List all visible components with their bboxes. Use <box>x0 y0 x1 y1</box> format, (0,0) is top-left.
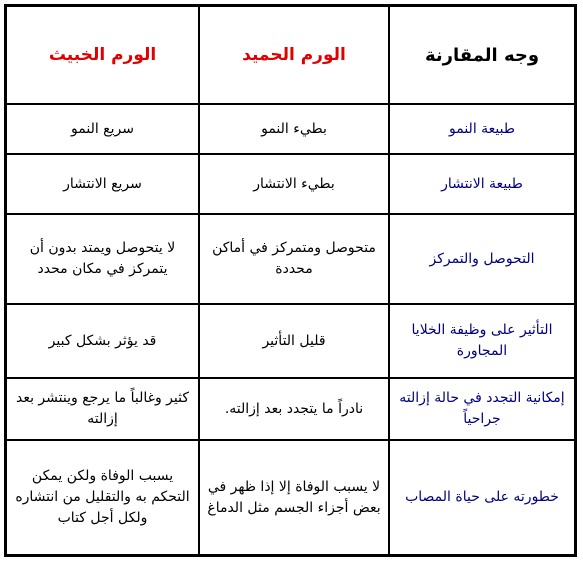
aspect-cell: طبيعة الانتشار <box>389 154 575 214</box>
header-benign: الورم الحميد <box>199 6 389 104</box>
benign-cell: بطيء النمو <box>199 104 389 154</box>
aspect-cell: طبيعة النمو <box>389 104 575 154</box>
aspect-cell: إمكانية التجدد في حالة إزالته جراحياً <box>389 378 575 440</box>
malignant-cell: لا يتحوصل ويمتد بدون أن يتمركز في مكان محدد <box>6 214 199 304</box>
malignant-cell: قد يؤثر بشكل كبير <box>6 304 199 378</box>
benign-cell: متحوصل ومتمركز في أماكن محددة <box>199 214 389 304</box>
malignant-cell: سريع النمو <box>6 104 199 154</box>
malignant-cell: كثير وغالباً ما يرجع وينتشر بعد إزالته <box>6 378 199 440</box>
table-row <box>6 440 575 555</box>
malignant-cell: سريع الانتشار <box>6 154 199 214</box>
benign-cell: نادراً ما يتجدد بعد إزالته. <box>199 378 389 440</box>
malignant-cell: يسبب الوفاة ولكن يمكن التحكم به والتقليل من انتشاره ولكل أجل كتاب <box>6 440 199 555</box>
aspect-cell: التأثير على وظيفة الخلايا المجاورة <box>389 304 575 378</box>
benign-cell: لا يسبب الوفاة إلا إذا ظهر في بعض أجزاء الجسم مثل الدماغ <box>199 440 389 555</box>
table-row <box>6 104 575 154</box>
aspect-cell: التحوصل والتمركز <box>389 214 575 304</box>
table-row <box>6 378 575 440</box>
comparison-table <box>4 4 577 557</box>
aspect-cell: خطورته على حياة المصاب <box>389 440 575 555</box>
header-malignant: الورم الخبيث <box>6 6 199 104</box>
header-aspect: وجه المقارنة <box>389 6 575 104</box>
table-row <box>6 304 575 378</box>
table-row <box>6 154 575 214</box>
header-row <box>6 6 575 104</box>
benign-cell: بطيء الانتشار <box>199 154 389 214</box>
benign-cell: قليل التأثير <box>199 304 389 378</box>
table-row <box>6 214 575 304</box>
